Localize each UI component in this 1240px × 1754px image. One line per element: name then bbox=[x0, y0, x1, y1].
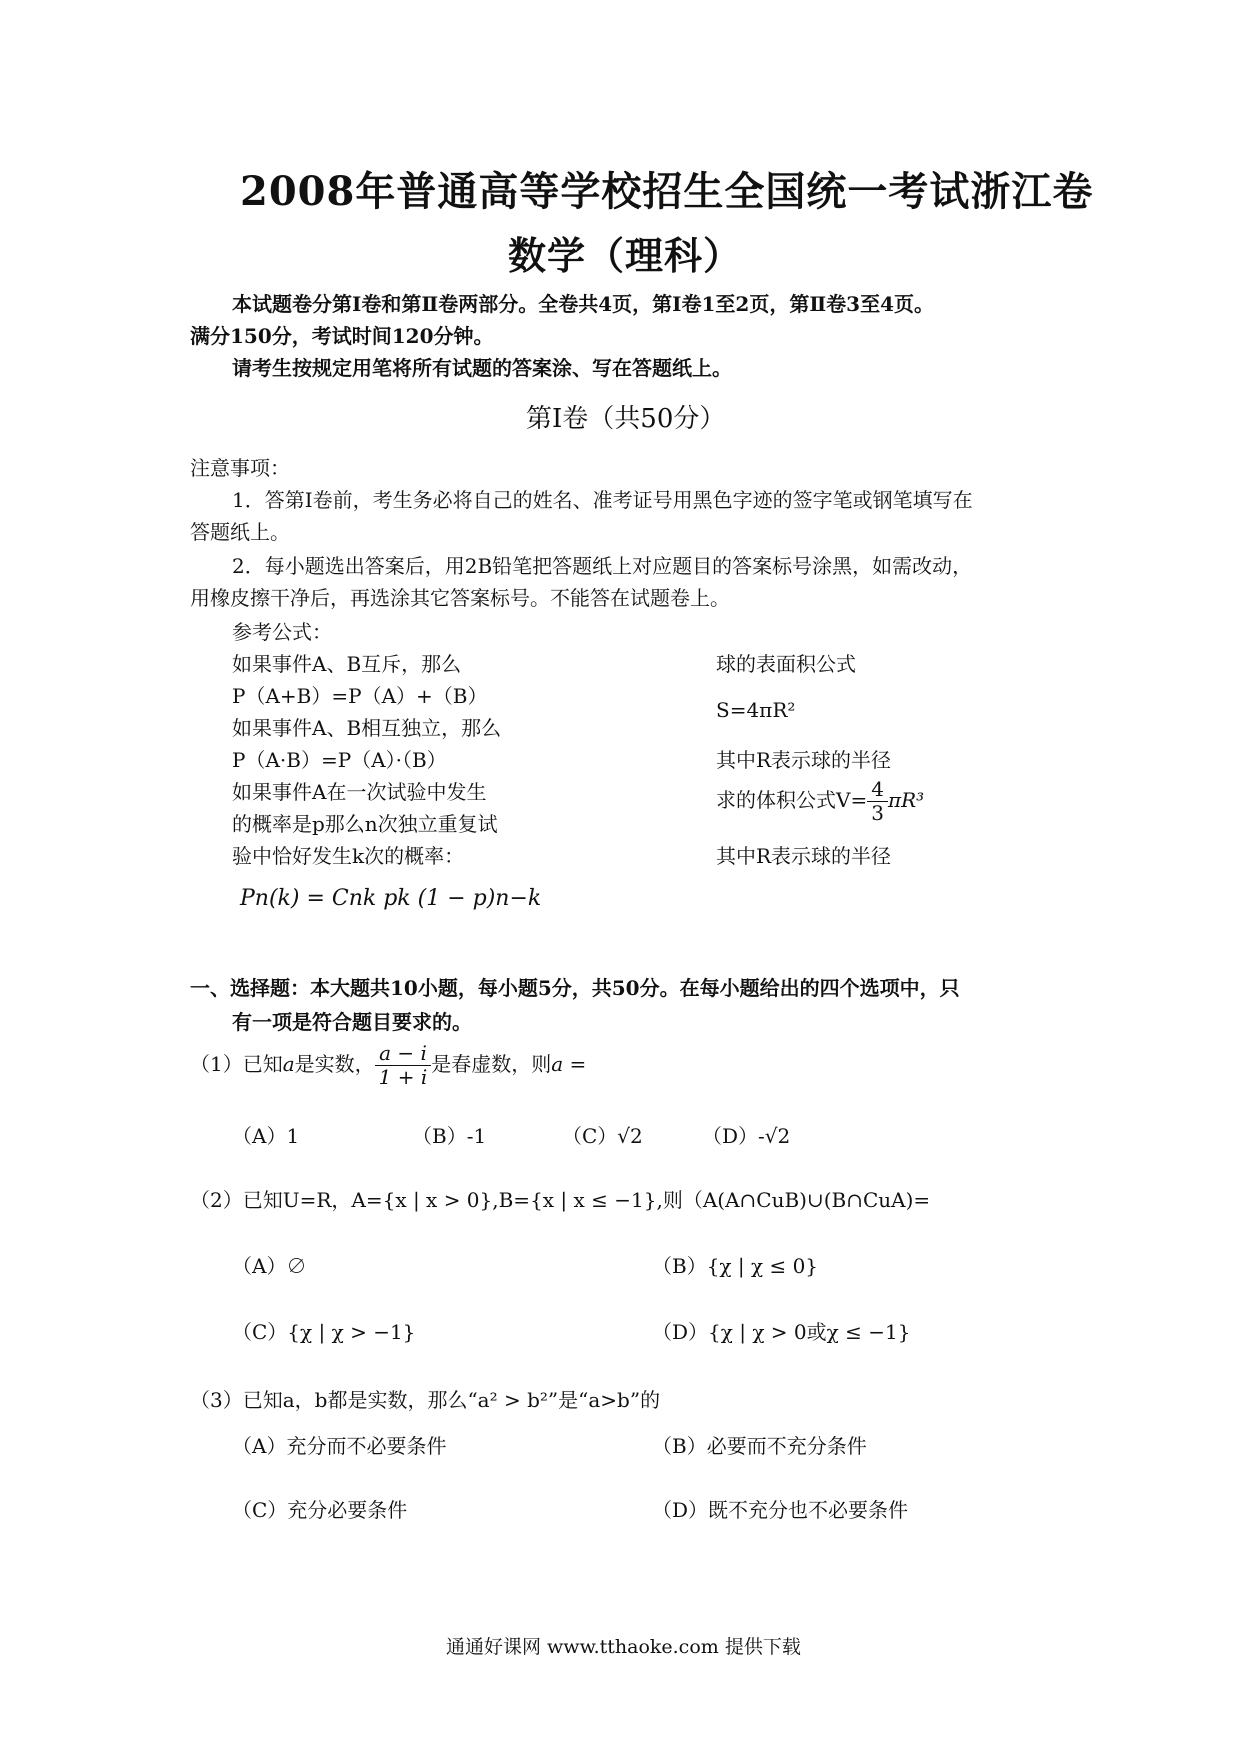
volume-num: 4 bbox=[867, 778, 888, 802]
volume-tail: πR³ bbox=[887, 788, 925, 812]
q1-tail: a = bbox=[551, 1052, 587, 1076]
note-1-line-a: 1．答第Ⅰ卷前，考生务必将自己的姓名、准考证号用黑色字迹的签字笔或钢笔填写在 bbox=[232, 488, 973, 512]
formula-left-6: 的概率是p那么n次独立重复试 bbox=[232, 812, 498, 836]
formula-left-5: 如果事件A在一次试验中发生 bbox=[232, 780, 487, 804]
q3-option-c: （C）充分必要条件 bbox=[232, 1498, 408, 1522]
volume-fraction bbox=[867, 778, 888, 825]
sphere-area-formula: S=4πR² bbox=[716, 698, 796, 722]
formula-left-7: 验中恰好发生k次的概率： bbox=[232, 844, 465, 868]
note-2-line-a: 2．每小题选出答案后，用2B铅笔把答题纸上对应题目的答案标号涂黑，如需改动， bbox=[232, 554, 973, 578]
radius-note-2: 其中R表示球的半径 bbox=[716, 844, 892, 868]
volume-label: 求的体积公式V= bbox=[716, 788, 868, 812]
q1-option-a: （A）1 bbox=[232, 1124, 300, 1148]
q1-fraction bbox=[375, 1042, 432, 1089]
binomial-formula: Pn(k) = Cnk pk (1 − p)n−k bbox=[240, 886, 542, 911]
note-1-line-b: 答题纸上。 bbox=[190, 520, 290, 544]
footer-credit: 通通好课网 www.tthaoke.com 提供下载 bbox=[446, 1636, 801, 1658]
formula-left-3: 如果事件A、B相互独立，那么 bbox=[232, 716, 502, 740]
note-2-line-b: 用橡皮擦干净后，再选涂其它答案标号。不能答在试题卷上。 bbox=[190, 586, 730, 610]
q1-option-d: （D）-√2 bbox=[702, 1124, 791, 1148]
formula-left-1: 如果事件A、B互斥，那么 bbox=[232, 652, 462, 676]
intro-line-3: 请考生按规定用笔将所有试题的答案涂、写在答题纸上。 bbox=[232, 356, 732, 380]
intro-line-2: 满分150分，考试时间120分钟。 bbox=[190, 324, 494, 348]
intro-line-1: 本试题卷分第Ⅰ卷和第Ⅱ卷两部分。全卷共4页，第Ⅰ卷1至2页，第Ⅱ卷3至4页。 bbox=[232, 292, 935, 316]
formulas-label: 参考公式： bbox=[232, 620, 332, 644]
q2-option-c: （C）{χ | χ > −1} bbox=[232, 1320, 416, 1344]
notes-label: 注意事项： bbox=[190, 456, 290, 480]
q3-option-b: （B）必要而不充分条件 bbox=[652, 1434, 867, 1458]
question-1-stem bbox=[190, 1042, 586, 1089]
q1-frac-den: 1 + i bbox=[378, 1065, 428, 1089]
sphere-area-label: 球的表面积公式 bbox=[716, 652, 856, 676]
q2-option-b: （B）{χ | χ ≤ 0} bbox=[652, 1254, 819, 1278]
part-1-heading-b: 有一项是符合题目要求的。 bbox=[232, 1010, 472, 1034]
question-2-stem: （2）已知U=R，A={x | x > 0},B={x | x ≤ −1},则（A(A∩CuB)∪(B∩CuA)= bbox=[190, 1188, 931, 1212]
q1-prefix: （1）已知 bbox=[190, 1052, 283, 1076]
q1-suffix: 是春虚数，则 bbox=[431, 1052, 552, 1076]
part-1-heading-a: 一、选择题：本大题共10小题，每小题5分，共50分。在每小题给出的四个选项中，只 bbox=[190, 976, 960, 1000]
q3-option-a: （A）充分而不必要条件 bbox=[232, 1434, 447, 1458]
q2-option-a: （A）∅ bbox=[232, 1254, 307, 1278]
q1-mid: 是实数， bbox=[294, 1052, 375, 1076]
q1-frac-num: a − i bbox=[375, 1042, 432, 1066]
exam-title: 2008年普通高等学校招生全国统一考试浙江卷 bbox=[240, 168, 1094, 215]
section-1-heading: 第Ⅰ卷（共50分） bbox=[526, 404, 726, 434]
exam-subtitle: 数学（理科） bbox=[508, 233, 743, 278]
question-3-stem: （3）已知a，b都是实数，那么“a² > b²”是“a>b”的 bbox=[190, 1388, 661, 1412]
volume-den: 3 bbox=[871, 801, 884, 825]
formula-left-4: P（A·B）=P（A）·（B） bbox=[232, 748, 447, 772]
q1-option-c: （C）√2 bbox=[562, 1124, 643, 1148]
sphere-volume bbox=[716, 778, 924, 825]
formula-left-2: P（A+B）=P（A）+（B） bbox=[232, 684, 488, 708]
q2-option-d: （D）{χ | χ > 0或χ ≤ −1} bbox=[652, 1320, 911, 1344]
radius-note-1: 其中R表示球的半径 bbox=[716, 748, 892, 772]
q3-option-d: （D）既不充分也不必要条件 bbox=[652, 1498, 909, 1522]
q1-option-b: （B）-1 bbox=[412, 1124, 487, 1148]
q1-var: a bbox=[282, 1052, 295, 1076]
